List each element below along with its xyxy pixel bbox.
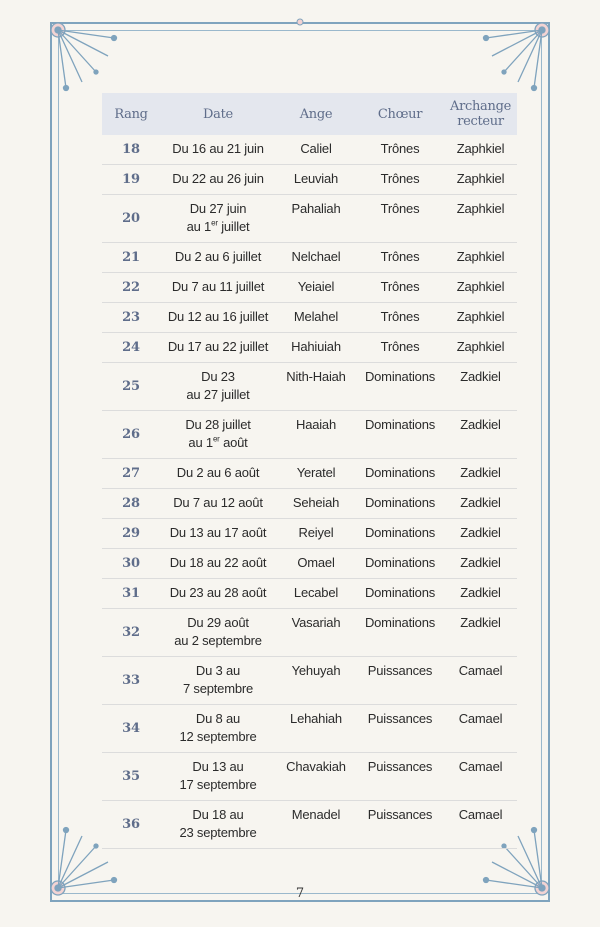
- cell-archange: Zadkiel: [444, 519, 517, 549]
- cell-choeur: Dominations: [356, 459, 444, 489]
- table-row: [102, 135, 517, 165]
- header-archange-line2: recteur: [457, 114, 504, 129]
- table-row: [102, 579, 517, 609]
- cell-rang: 30: [102, 549, 160, 579]
- table-row: [102, 489, 517, 519]
- header-archange-line1: Archange: [450, 99, 511, 114]
- date-ordinal-superscript: er: [212, 434, 220, 444]
- cell-date: [160, 273, 276, 303]
- date-line-2: [160, 218, 276, 236]
- cell-choeur: Trônes: [356, 165, 444, 195]
- header-archange: [444, 93, 517, 135]
- cell-ange: Caliel: [276, 135, 356, 165]
- cell-rang: 22: [102, 273, 160, 303]
- date-line-1: Du 7 au 11 juillet: [171, 279, 265, 294]
- cell-choeur: Dominations: [356, 363, 444, 411]
- cell-date: [160, 753, 276, 801]
- table-header-row: [102, 93, 517, 135]
- cell-ange: Omael: [276, 549, 356, 579]
- cell-choeur: Trônes: [356, 195, 444, 243]
- sunburst-corner-icon: [44, 16, 124, 96]
- header-rang: Rang: [114, 106, 148, 122]
- table-row: [102, 363, 517, 411]
- date-line-2: [160, 434, 276, 452]
- cell-archange: Zaphkiel: [444, 165, 517, 195]
- cell-ange: Yeiaiel: [276, 273, 356, 303]
- cell-rang: 34: [102, 705, 160, 753]
- cell-rang: 32: [102, 609, 160, 657]
- cell-choeur: Puissances: [356, 705, 444, 753]
- table-row: [102, 459, 517, 489]
- cell-archange: Camael: [444, 753, 517, 801]
- cell-date: [160, 195, 276, 243]
- cell-choeur: Puissances: [356, 657, 444, 705]
- cell-date: [160, 135, 276, 165]
- cell-date: [160, 579, 276, 609]
- sunburst-corner-icon: [476, 16, 556, 96]
- date-line-1: Du 29 août: [187, 615, 249, 630]
- table-row: [102, 549, 517, 579]
- cell-date: [160, 705, 276, 753]
- date-line-1: Du 8 au: [195, 711, 241, 726]
- cell-archange: Zaphkiel: [444, 195, 517, 243]
- cell-date: [160, 609, 276, 657]
- cell-date: [160, 303, 276, 333]
- cell-choeur: Trônes: [356, 303, 444, 333]
- cell-ange: Hahiuiah: [276, 333, 356, 363]
- cell-rang: 27: [102, 459, 160, 489]
- cell-choeur: Dominations: [356, 519, 444, 549]
- angels-table: [102, 93, 517, 849]
- date-line-1: Du 18 au: [192, 807, 244, 822]
- cell-rang: 28: [102, 489, 160, 519]
- cell-rang: 29: [102, 519, 160, 549]
- table-row: [102, 165, 517, 195]
- cell-ange: Yeratel: [276, 459, 356, 489]
- cell-date: [160, 489, 276, 519]
- date-line-2: au 2 septembre: [174, 633, 262, 648]
- cell-archange: Zadkiel: [444, 489, 517, 519]
- cell-choeur: Trônes: [356, 135, 444, 165]
- cell-date: [160, 243, 276, 273]
- table-row: [102, 705, 517, 753]
- date-line-1: Du 27 juin: [189, 201, 247, 216]
- cell-ange: Lehahiah: [276, 705, 356, 753]
- cell-date: [160, 363, 276, 411]
- date-line-1: Du 2 au 6 juillet: [174, 249, 262, 264]
- cell-ange: Nelchael: [276, 243, 356, 273]
- cell-archange: Zadkiel: [444, 609, 517, 657]
- cell-ange: Seheiah: [276, 489, 356, 519]
- cell-rang: 25: [102, 363, 160, 411]
- cell-rang: 33: [102, 657, 160, 705]
- cell-archange: Camael: [444, 705, 517, 753]
- cell-archange: Zaphkiel: [444, 273, 517, 303]
- table-row: [102, 657, 517, 705]
- date-line-2: 7 septembre: [182, 681, 254, 696]
- cell-choeur: Puissances: [356, 801, 444, 849]
- cell-rang: 21: [102, 243, 160, 273]
- date-line-2-end: juillet: [217, 219, 250, 234]
- cell-date: [160, 165, 276, 195]
- date-ordinal-superscript: er: [211, 218, 218, 228]
- table-row: [102, 801, 517, 849]
- cell-rang: 20: [102, 195, 160, 243]
- header-date: Date: [203, 106, 233, 122]
- date-line-2-start: au 1: [188, 435, 213, 450]
- cell-date: [160, 411, 276, 459]
- cell-choeur: Dominations: [356, 489, 444, 519]
- cell-archange: Zaphkiel: [444, 243, 517, 273]
- table-row: [102, 195, 517, 243]
- cell-rang: 23: [102, 303, 160, 333]
- cell-choeur: Dominations: [356, 609, 444, 657]
- date-line-1: Du 16 au 21 juin: [172, 141, 264, 156]
- date-line-1: Du 12 au 16 juillet: [167, 309, 269, 324]
- cell-rang: 36: [102, 801, 160, 849]
- date-line-1: Du 23: [201, 369, 235, 384]
- cell-rang: 31: [102, 579, 160, 609]
- page-number: 7: [295, 886, 305, 901]
- table-row: [102, 411, 517, 459]
- cell-rang: 35: [102, 753, 160, 801]
- cell-ange: Nith-Haiah: [276, 363, 356, 411]
- cell-archange: Zadkiel: [444, 411, 517, 459]
- date-line-1: Du 13 au: [192, 759, 244, 774]
- cell-date: [160, 801, 276, 849]
- cell-archange: Zadkiel: [444, 363, 517, 411]
- date-line-1: Du 7 au 12 août: [173, 495, 263, 510]
- date-line-2: 17 septembre: [179, 777, 257, 792]
- header-choeur: Chœur: [377, 106, 423, 122]
- cell-archange: Camael: [444, 657, 517, 705]
- date-line-1: Du 22 au 26 juin: [172, 171, 264, 186]
- date-line-1: Du 2 au 6 août: [176, 465, 260, 480]
- cell-rang: 24: [102, 333, 160, 363]
- table-row: [102, 303, 517, 333]
- table-row: [102, 753, 517, 801]
- cell-ange: Melahel: [276, 303, 356, 333]
- cell-choeur: Trônes: [356, 273, 444, 303]
- cell-archange: Camael: [444, 801, 517, 849]
- header-ange: Ange: [299, 106, 333, 122]
- cell-choeur: Dominations: [356, 411, 444, 459]
- cell-choeur: Dominations: [356, 579, 444, 609]
- table-row: [102, 333, 517, 363]
- table-row: [102, 609, 517, 657]
- cell-ange: Chavakiah: [276, 753, 356, 801]
- cell-ange: Menadel: [276, 801, 356, 849]
- cell-date: [160, 333, 276, 363]
- table-row: [102, 243, 517, 273]
- ornament-dot-icon: [295, 17, 305, 27]
- cell-choeur: Trônes: [356, 243, 444, 273]
- date-line-2-end: août: [219, 435, 248, 450]
- cell-date: [160, 459, 276, 489]
- cell-ange: Pahaliah: [276, 195, 356, 243]
- cell-date: [160, 519, 276, 549]
- cell-archange: Zadkiel: [444, 459, 517, 489]
- cell-archange: Zadkiel: [444, 579, 517, 609]
- cell-ange: Leuviah: [276, 165, 356, 195]
- cell-archange: Zadkiel: [444, 549, 517, 579]
- cell-rang: 19: [102, 165, 160, 195]
- date-line-1: Du 28 juillet: [185, 417, 251, 432]
- cell-archange: Zaphkiel: [444, 135, 517, 165]
- cell-rang: 18: [102, 135, 160, 165]
- date-line-1: Du 17 au 22 juillet: [167, 339, 269, 354]
- cell-choeur: Dominations: [356, 549, 444, 579]
- cell-archange: Zaphkiel: [444, 303, 517, 333]
- cell-choeur: Trônes: [356, 333, 444, 363]
- date-line-2-start: au 1: [186, 219, 212, 234]
- cell-ange: Vasariah: [276, 609, 356, 657]
- cell-date: [160, 549, 276, 579]
- date-line-1: Du 23 au 28 août: [169, 585, 267, 600]
- cell-ange: Lecabel: [276, 579, 356, 609]
- table-row: [102, 273, 517, 303]
- cell-ange: Haaiah: [276, 411, 356, 459]
- date-line-1: Du 18 au 22 août: [169, 555, 267, 570]
- date-line-1: Du 13 au 17 août: [169, 525, 267, 540]
- cell-rang: 26: [102, 411, 160, 459]
- table-row: [102, 519, 517, 549]
- cell-ange: Reiyel: [276, 519, 356, 549]
- cell-archange: Zaphkiel: [444, 333, 517, 363]
- date-line-2: 12 septembre: [179, 729, 257, 744]
- date-line-2: 23 septembre: [179, 825, 257, 840]
- cell-choeur: Puissances: [356, 753, 444, 801]
- date-line-2: au 27 juillet: [186, 387, 250, 402]
- cell-ange: Yehuyah: [276, 657, 356, 705]
- cell-date: [160, 657, 276, 705]
- date-line-1: Du 3 au: [195, 663, 241, 678]
